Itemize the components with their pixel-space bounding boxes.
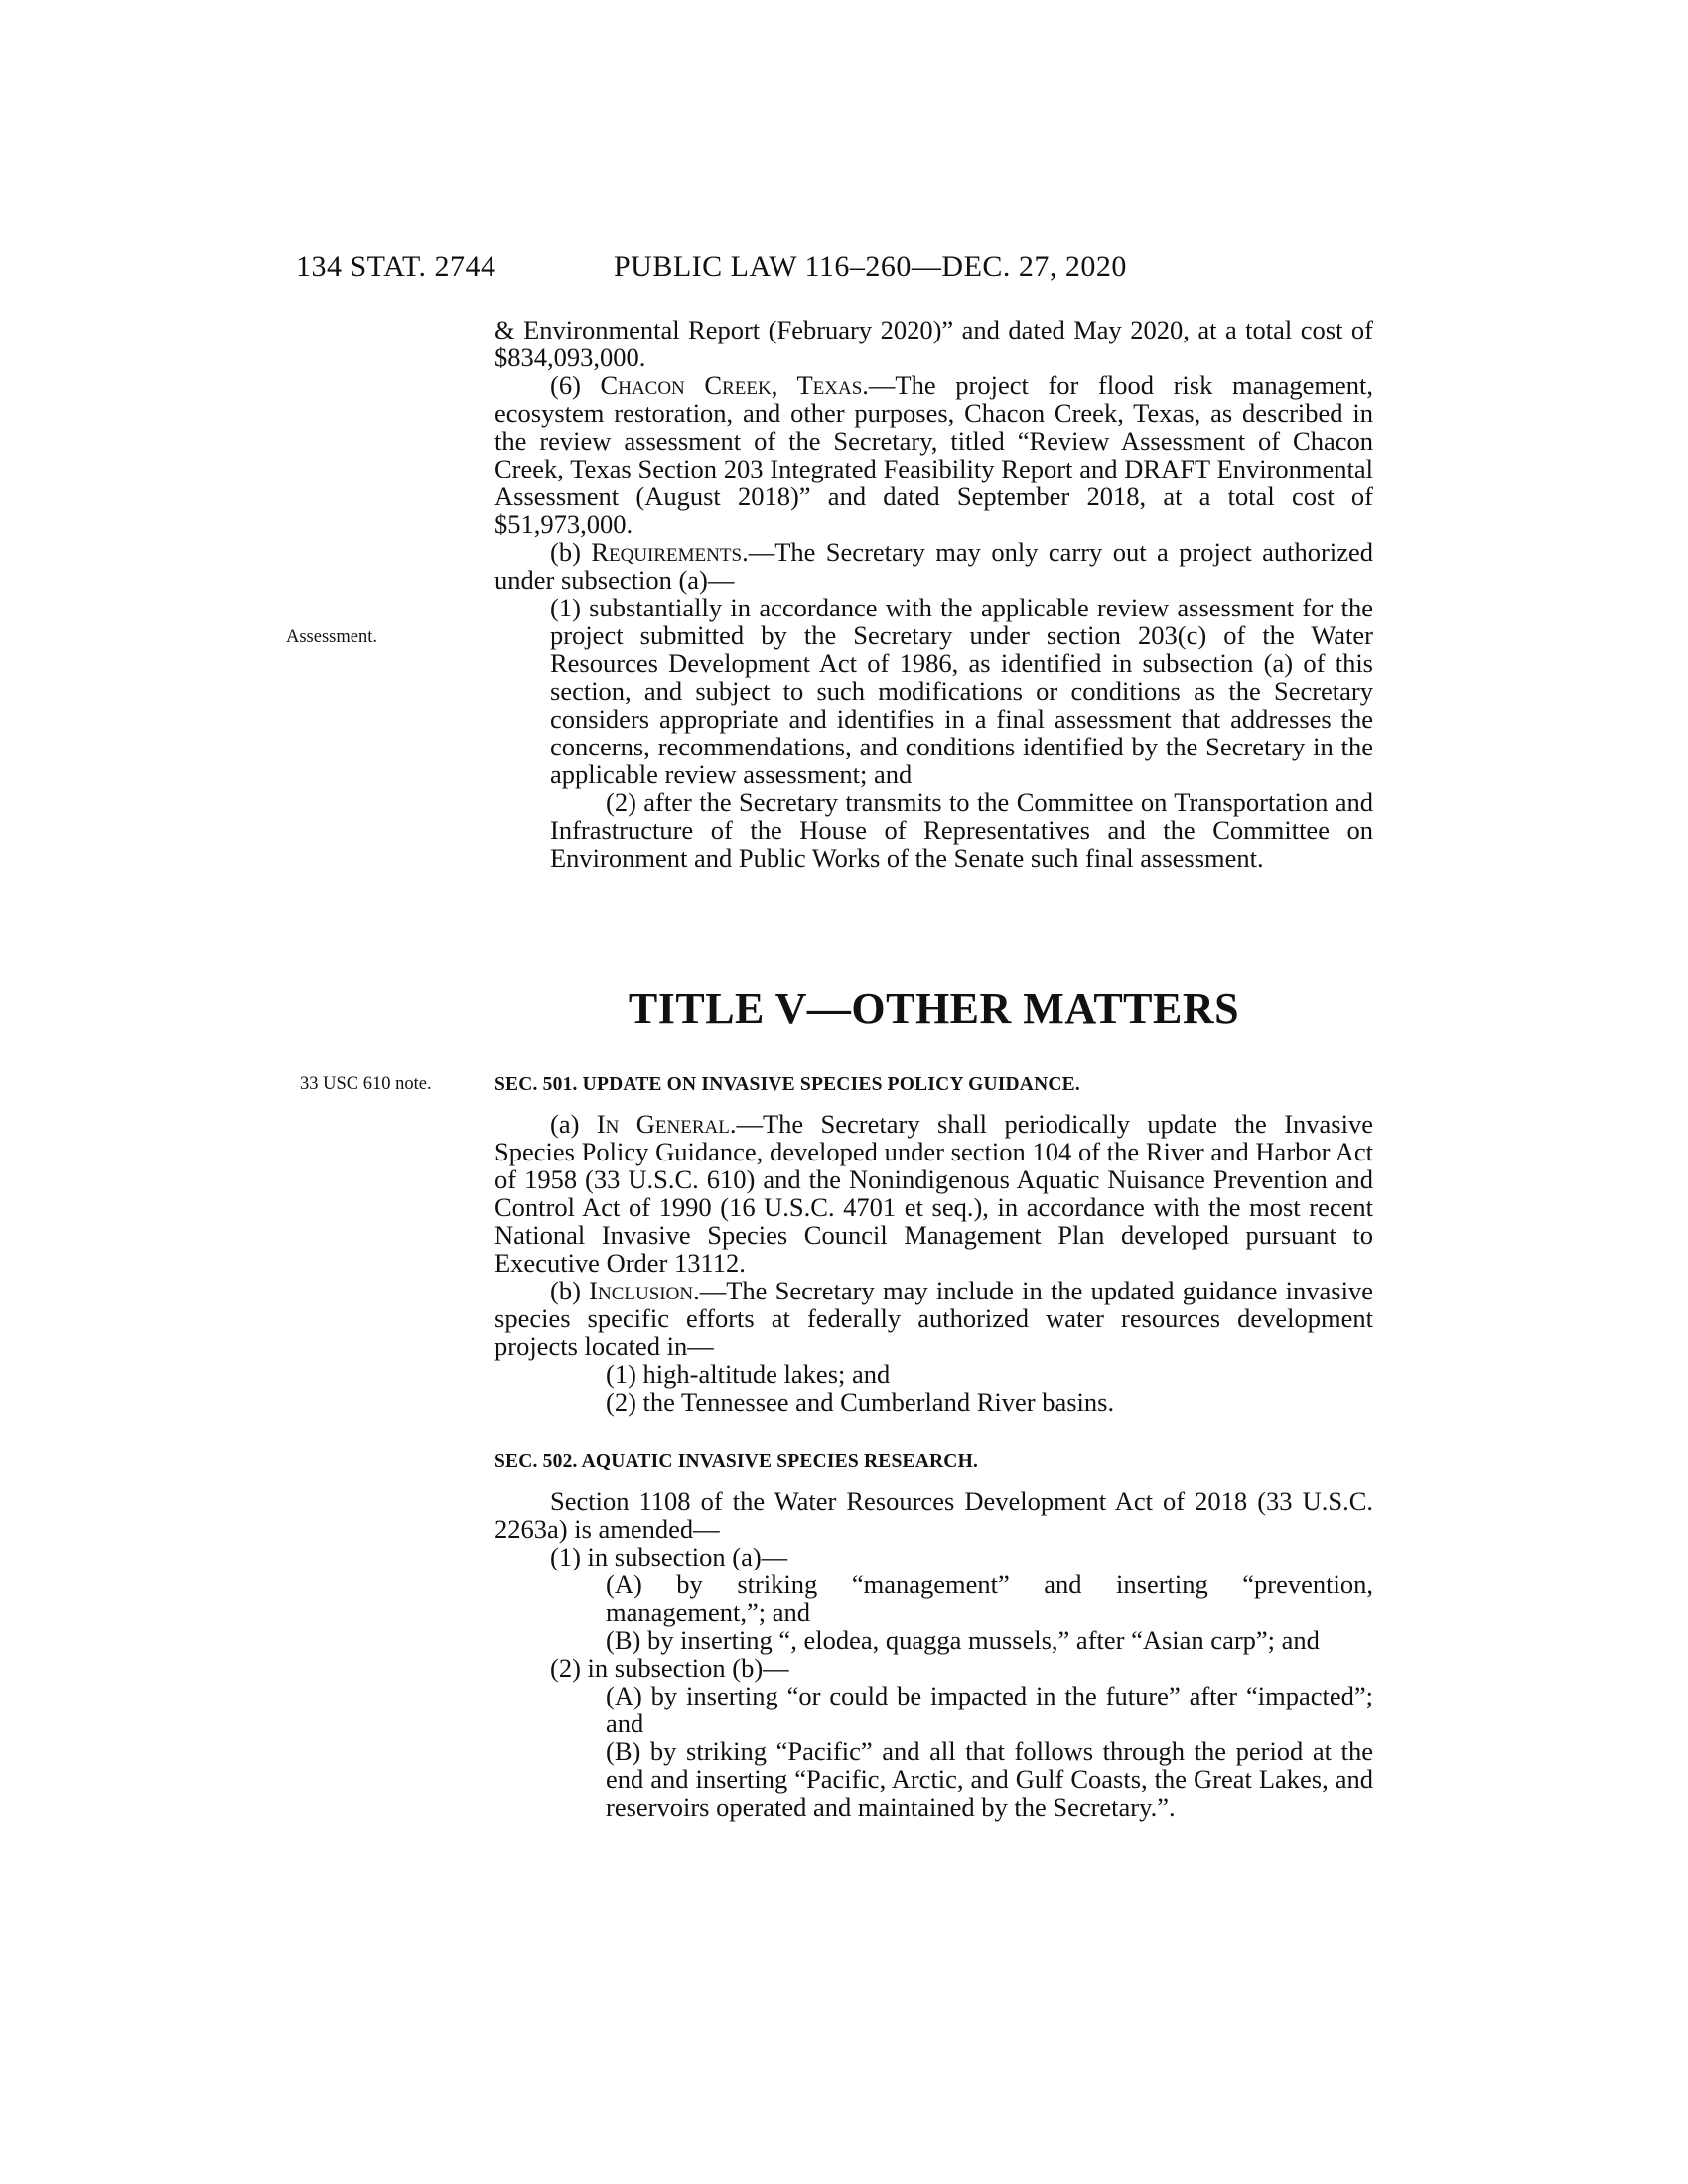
- title-heading: TITLE V—OTHER MATTERS: [628, 984, 1240, 1032]
- paragraph-502-2: (2) in subsection (b)—: [550, 1653, 789, 1683]
- paragraph-b1: (1) substantially in accordance with the applicable review assessment for the project submitted by the Secretary under section 203(c) of the Water Resources Development Act of 1986, as identified in subsection (a) of this section, and subject to such modifications or conditions as the Secretary considers appropriate and identifies in a final assessment that addresses the concerns, recommendations, and conditions identified by the Secretary in the applicable review assessment; and: [550, 593, 1373, 789]
- section-502-heading: SEC. 502. AQUATIC INVASIVE SPECIES RESEARCH.: [494, 1451, 979, 1472]
- paragraph-501b2: (2) the Tennessee and Cumberland River basins.: [606, 1387, 1115, 1417]
- paragraph-502-1: (1) in subsection (a)—: [550, 1542, 788, 1571]
- subsection-b-heading: Requirements: [591, 537, 743, 567]
- section-501-heading: SEC. 501. UPDATE ON INVASIVE SPECIES POLICY GUIDANCE.: [494, 1074, 1080, 1095]
- 501a-heading: In General: [596, 1109, 730, 1139]
- paragraph-502-2B: (B) by striking “Pacific” and all that follows through the period at the end and inserting “Pacific, Arctic, and Gulf Coasts, the Great Lakes, and reservoirs operated and maintained by the Secretary.”.: [606, 1736, 1373, 1822]
- paragraph-502-intro: Section 1108 of the Water Resources Development Act of 2018 (33 U.S.C. 2263a) is amended—: [494, 1486, 1373, 1544]
- statute-page-number: 134 STAT. 2744: [296, 250, 496, 283]
- running-head: PUBLIC LAW 116–260—DEC. 27, 2020: [614, 250, 1127, 283]
- item-6-heading: Chacon Creek, Texas: [600, 370, 863, 400]
- paragraph-501b: (b) Inclusion.—The Secretary may include in the updated guidance invasive species specific efforts at federally authorized water resources development projects located in—: [494, 1276, 1373, 1361]
- page-header: [296, 250, 1368, 290]
- section-501-body: [494, 1110, 1373, 1416]
- paragraph-502-1A: (A) by striking “management” and inserting “prevention, management,”; and: [606, 1570, 1373, 1627]
- section-continuation: [494, 316, 1373, 872]
- margin-note-assessment: Assessment.: [286, 627, 377, 647]
- margin-note-usc: 33 USC 610 note.: [300, 1074, 432, 1094]
- paragraph-502-1B: (B) by inserting “, elodea, quagga mussels,” after “Asian carp”; and: [606, 1625, 1320, 1655]
- paragraph-501b1: (1) high-altitude lakes; and: [606, 1359, 891, 1389]
- paragraph-b2: (2) after the Secretary transmits to the Committee on Transportation and Infrastructure of the House of Representatives and the Committee on Environment and Public Works of the Senate such final assessment.: [550, 787, 1373, 873]
- paragraph-item-6: (6) Chacon Creek, Texas.—The project for flood risk management, ecosystem restoration, and other purposes, Chacon Creek, Texas, as described in the review assessment of the Secretary, titled “Review Assessment of Chacon Creek, Texas Section 203 Integrated Feasibility Report and DRAFT Environmental Assessment (August 2018)” and dated September 2018, at a total cost of $51,973,000.: [494, 370, 1373, 539]
- 501b-heading: Inclusion: [589, 1276, 694, 1305]
- section-502-body: [494, 1487, 1373, 1821]
- paragraph-502-2A: (A) by inserting “or could be impacted in the future” after “impacted”; and: [606, 1681, 1373, 1738]
- paragraph-subsection-b: (b) Requirements.—The Secretary may only carry out a project authorized under subsection (a)—: [494, 537, 1373, 595]
- paragraph-501a: (a) In General.—The Secretary shall periodically update the Invasive Species Policy Guidance, developed under section 104 of the River and Harbor Act of 1958 (33 U.S.C. 610) and the Nonindigenous Aquatic Nuisance Prevention and Control Act of 1990 (16 U.S.C. 4701 et seq.), in accordance with the most recent National Invasive Species Council Management Plan developed pursuant to Executive Order 13112.: [494, 1109, 1373, 1278]
- paragraph-continuation: & Environmental Report (February 2020)” and dated May 2020, at a total cost of $834,093,000.: [494, 315, 1373, 372]
